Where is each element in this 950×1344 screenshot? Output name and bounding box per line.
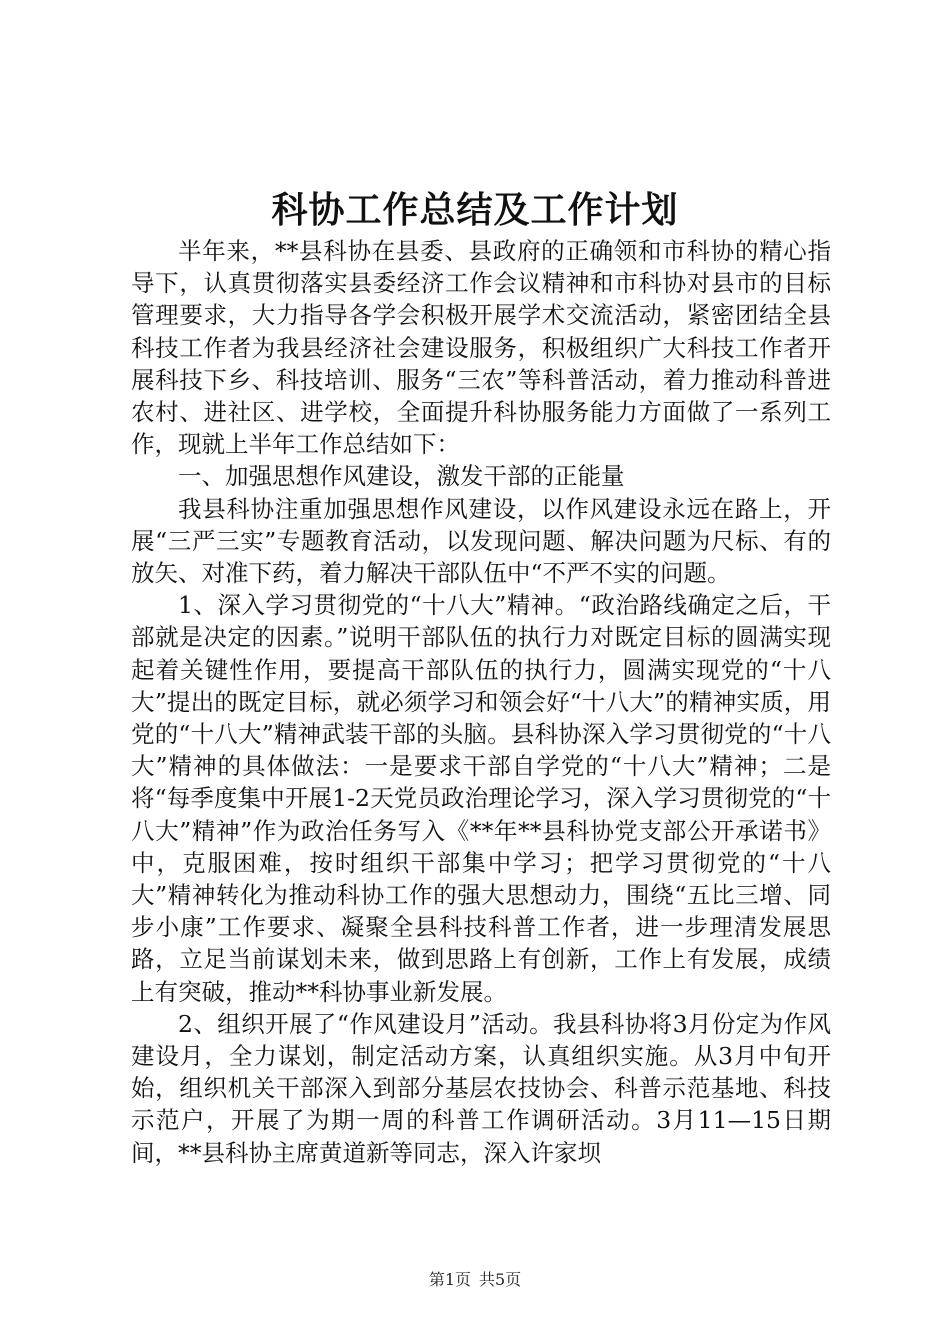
document-body <box>131 235 831 1169</box>
paragraph-section-1: 我县科协注重加强思想作风建设，以作风建设永远在路上，开展“三严三实”专题教育活动，以发现问题、解决问题为尺标、有的放矢、对准下药，着力解决干部队伍中“不严不实的问题。 <box>131 494 831 588</box>
document-title: 科协工作总结及工作计划 <box>271 189 679 231</box>
page-footer <box>0 1270 950 1290</box>
paragraph-intro: 半年来，**县科协在县委、县政府的正确领和市科协的精心指导下，认真贯彻落实县委经济工作会议精神和市科协对县市的目标管理要求，大力指导各学会积极开展学术交流活动，紧密团结全县科技工作者为我县经济社会建设服务，积极组织广大科技工作者开展科技下乡、科技培训、服务“三农”等科普活动，着力推动科普进农村、进社区、进学校，全面提升科协服务能力方面做了一系列工作，现就上半年工作总结如下： <box>131 237 831 459</box>
page-number: 第1页 <box>428 1270 471 1289</box>
paragraph-item-1: 1、深入学习贯彻党的“十八大”精神。“政治路线确定之后，干部就是决定的因素。”说明干部队伍的执行力对既定目标的圆满实现起着关键性作用，要提高干部队伍的执行力，圆满实现党的“十八大”提出的既定目标，就必须学习和领会好“十八大”的精神实质，用党的“十八大”精神武装干部的头脑。县科协深入学习贯彻党的“十八大”精神的具体做法：一是要求干部自学党的“十八大”精神；二是将“每季度集中开展1-2天党员政治理论学习，深入学习贯彻党的“十八大”精神”作为政治任务写入《**年**县科协党支部公开承诺书》中，克服困难，按时组织干部集中学习；把学习贯彻党的“十八大”精神转化为推动科协工作的强大思想动力，围绕“五比三增、同步小康”工作要求、凝聚全县科技科普工作者，进一步理清发展思路，立足当前谋划未来，做到思路上有创新，工作上有发展，成绩上有突破，推动**科协事业新发展。 <box>131 591 831 1006</box>
paragraph-item-2: 2、组织开展了“作风建设月”活动。我县科协将3月份定为作风建设月，全力谋划，制定活动方案，认真组织实施。从3月中旬开始，组织机关干部深入到部分基层农技协会、科普示范基地、科技示范户，开展了为期一周的科普工作调研活动。3月11—15日期间，**县科协主席黄道新等同志，深入许家坝 <box>131 1009 831 1167</box>
section-heading-1: 一、加强思想作风建设，激发干部的正能量 <box>178 462 625 491</box>
page-total: 共5页 <box>479 1270 522 1289</box>
